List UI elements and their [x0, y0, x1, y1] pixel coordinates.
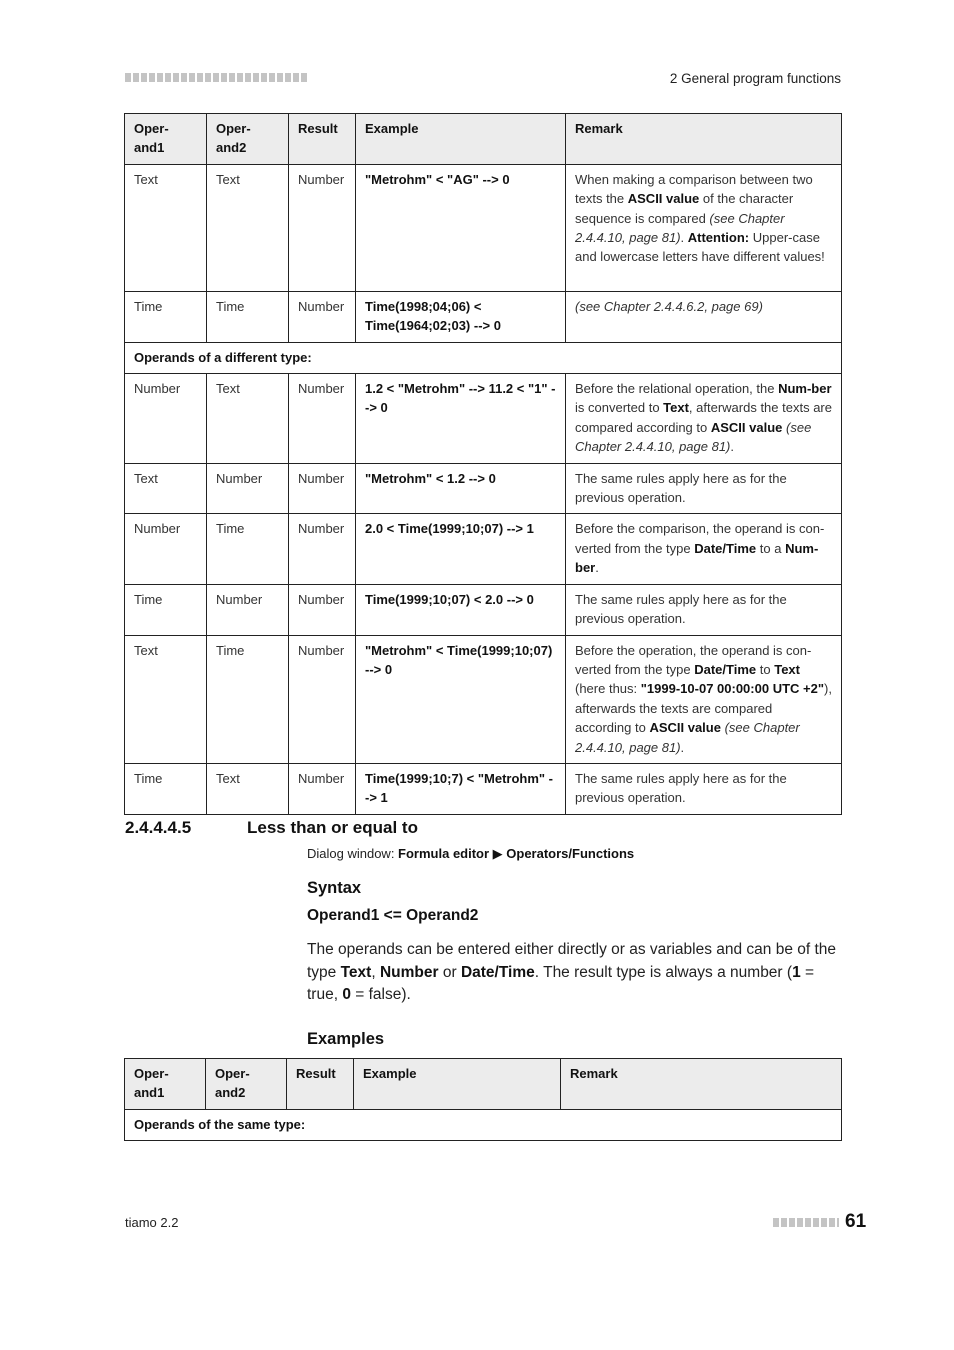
- col-operand2: Oper- and2: [206, 1059, 287, 1110]
- table-row: [125, 514, 842, 584]
- cell-operand2: Text: [207, 164, 289, 291]
- cell-operand2: Time: [207, 291, 289, 342]
- cell-example: "Metrohm" < "AG" --> 0: [356, 164, 566, 291]
- cell-operand1: Text: [125, 164, 207, 291]
- cell-remark: The same rules apply here as for the previous operation.: [566, 584, 842, 635]
- header-decoration: [125, 73, 307, 82]
- col-example: Example: [356, 114, 566, 165]
- table-row: [125, 164, 842, 291]
- cell-remark: (see Chapter 2.4.4.6.2, page 69): [566, 291, 842, 342]
- section-label: Operands of a different type:: [125, 342, 842, 373]
- table-row: [125, 463, 842, 514]
- table-row: [125, 635, 842, 763]
- cell-operand1: Time: [125, 291, 207, 342]
- cell-example: Time(1998;04;06) < Time(1964;02;03) --> 0: [356, 291, 566, 342]
- dialog-path: Dialog window: Formula editor ▶ Operators/Functions: [307, 846, 635, 861]
- cell-example: Time(1999;10;7) < "Metrohm" --> 1: [356, 763, 566, 814]
- cell-operand1: Number: [125, 374, 207, 464]
- cell-example: 2.0 < Time(1999;10;07) --> 1: [356, 514, 566, 584]
- page-number: 61: [845, 1211, 867, 1232]
- cell-operand2: Text: [207, 763, 289, 814]
- col-remark: Remark: [561, 1059, 842, 1110]
- cell-operand1: Text: [125, 463, 207, 514]
- cell-operand2: Number: [207, 463, 289, 514]
- cell-remark: Before the operation, the operand is con-verted from the type Date/Time to Text (here thus: "1999-10-07 00:00:00 UTC +2"), afterwards the texts are compared according to ASCII value (see Chapter 2.4.4.10, page 81).: [566, 635, 842, 763]
- cell-remark: The same rules apply here as for the previous operation.: [566, 763, 842, 814]
- cell-operand2: Number: [207, 584, 289, 635]
- col-result: Result: [287, 1059, 354, 1110]
- table-section-row: [125, 1109, 842, 1140]
- section-label: Operands of the same type:: [125, 1109, 842, 1140]
- syntax-heading: Syntax: [307, 879, 362, 897]
- footer-decoration: [773, 1218, 839, 1227]
- cell-example: 1.2 < "Metrohm" --> 11.2 < "1" --> 0: [356, 374, 566, 464]
- table-row: [125, 584, 842, 635]
- cell-result: Number: [289, 164, 356, 291]
- cell-example: "Metrohm" < 1.2 --> 0: [356, 463, 566, 514]
- cell-operand1: Time: [125, 584, 207, 635]
- col-operand1: Oper- and1: [125, 114, 207, 165]
- cell-result: Number: [289, 514, 356, 584]
- col-operand1: Oper- and1: [125, 1059, 206, 1110]
- footer-product: tiamo 2.2: [125, 1215, 179, 1230]
- cell-operand1: Text: [125, 635, 207, 763]
- cell-remark: Before the relational operation, the Num-ber is converted to Text, afterwards the texts are compared according to ASCII value (see Chapter 2.4.4.10, page 81).: [566, 374, 842, 464]
- cell-example: Time(1999;10;07) < 2.0 --> 0: [356, 584, 566, 635]
- cell-operand1: Time: [125, 763, 207, 814]
- description-paragraph: The operands can be entered either directly or as variables and can be of the type Text, Number or Date/Time. The result type is always a number (1 = true, 0 = false).: [307, 941, 837, 1003]
- cell-example: "Metrohm" < Time(1999;10;07) --> 0: [356, 635, 566, 763]
- cell-remark: Before the comparison, the operand is con-verted from the type Date/Time to a Num-ber.: [566, 514, 842, 584]
- cell-result: Number: [289, 291, 356, 342]
- syntax-expression: Operand1 <= Operand2: [307, 907, 479, 924]
- examples-table: [124, 1058, 842, 1141]
- table-row: [125, 374, 842, 464]
- table-header-row: [125, 114, 842, 165]
- cell-remark: The same rules apply here as for the previous operation.: [566, 463, 842, 514]
- comparison-table: [124, 113, 842, 815]
- cell-result: Number: [289, 635, 356, 763]
- examples-heading: Examples: [307, 1030, 385, 1048]
- running-header: 2 General program functions: [669, 71, 841, 86]
- section-number: 2.4.4.4.5: [125, 818, 192, 837]
- cell-operand2: Time: [207, 514, 289, 584]
- col-result: Result: [289, 114, 356, 165]
- col-operand2: Oper- and2: [207, 114, 289, 165]
- cell-result: Number: [289, 374, 356, 464]
- section-title: Less than or equal to: [247, 818, 418, 837]
- cell-result: Number: [289, 463, 356, 514]
- col-example: Example: [354, 1059, 561, 1110]
- table-header-row: [125, 1059, 842, 1110]
- col-remark: Remark: [566, 114, 842, 165]
- cell-remark: When making a comparison between two texts the ASCII value of the character sequence is compared (see Chapter 2.4.4.10, page 81). Attention: Upper-case and lowercase letters have different values!: [566, 164, 842, 291]
- cell-operand2: Text: [207, 374, 289, 464]
- cell-operand2: Time: [207, 635, 289, 763]
- table-row: [125, 291, 842, 342]
- table-row: [125, 763, 842, 814]
- table-section-row: [125, 342, 842, 373]
- cell-operand1: Number: [125, 514, 207, 584]
- cell-result: Number: [289, 584, 356, 635]
- cell-result: Number: [289, 763, 356, 814]
